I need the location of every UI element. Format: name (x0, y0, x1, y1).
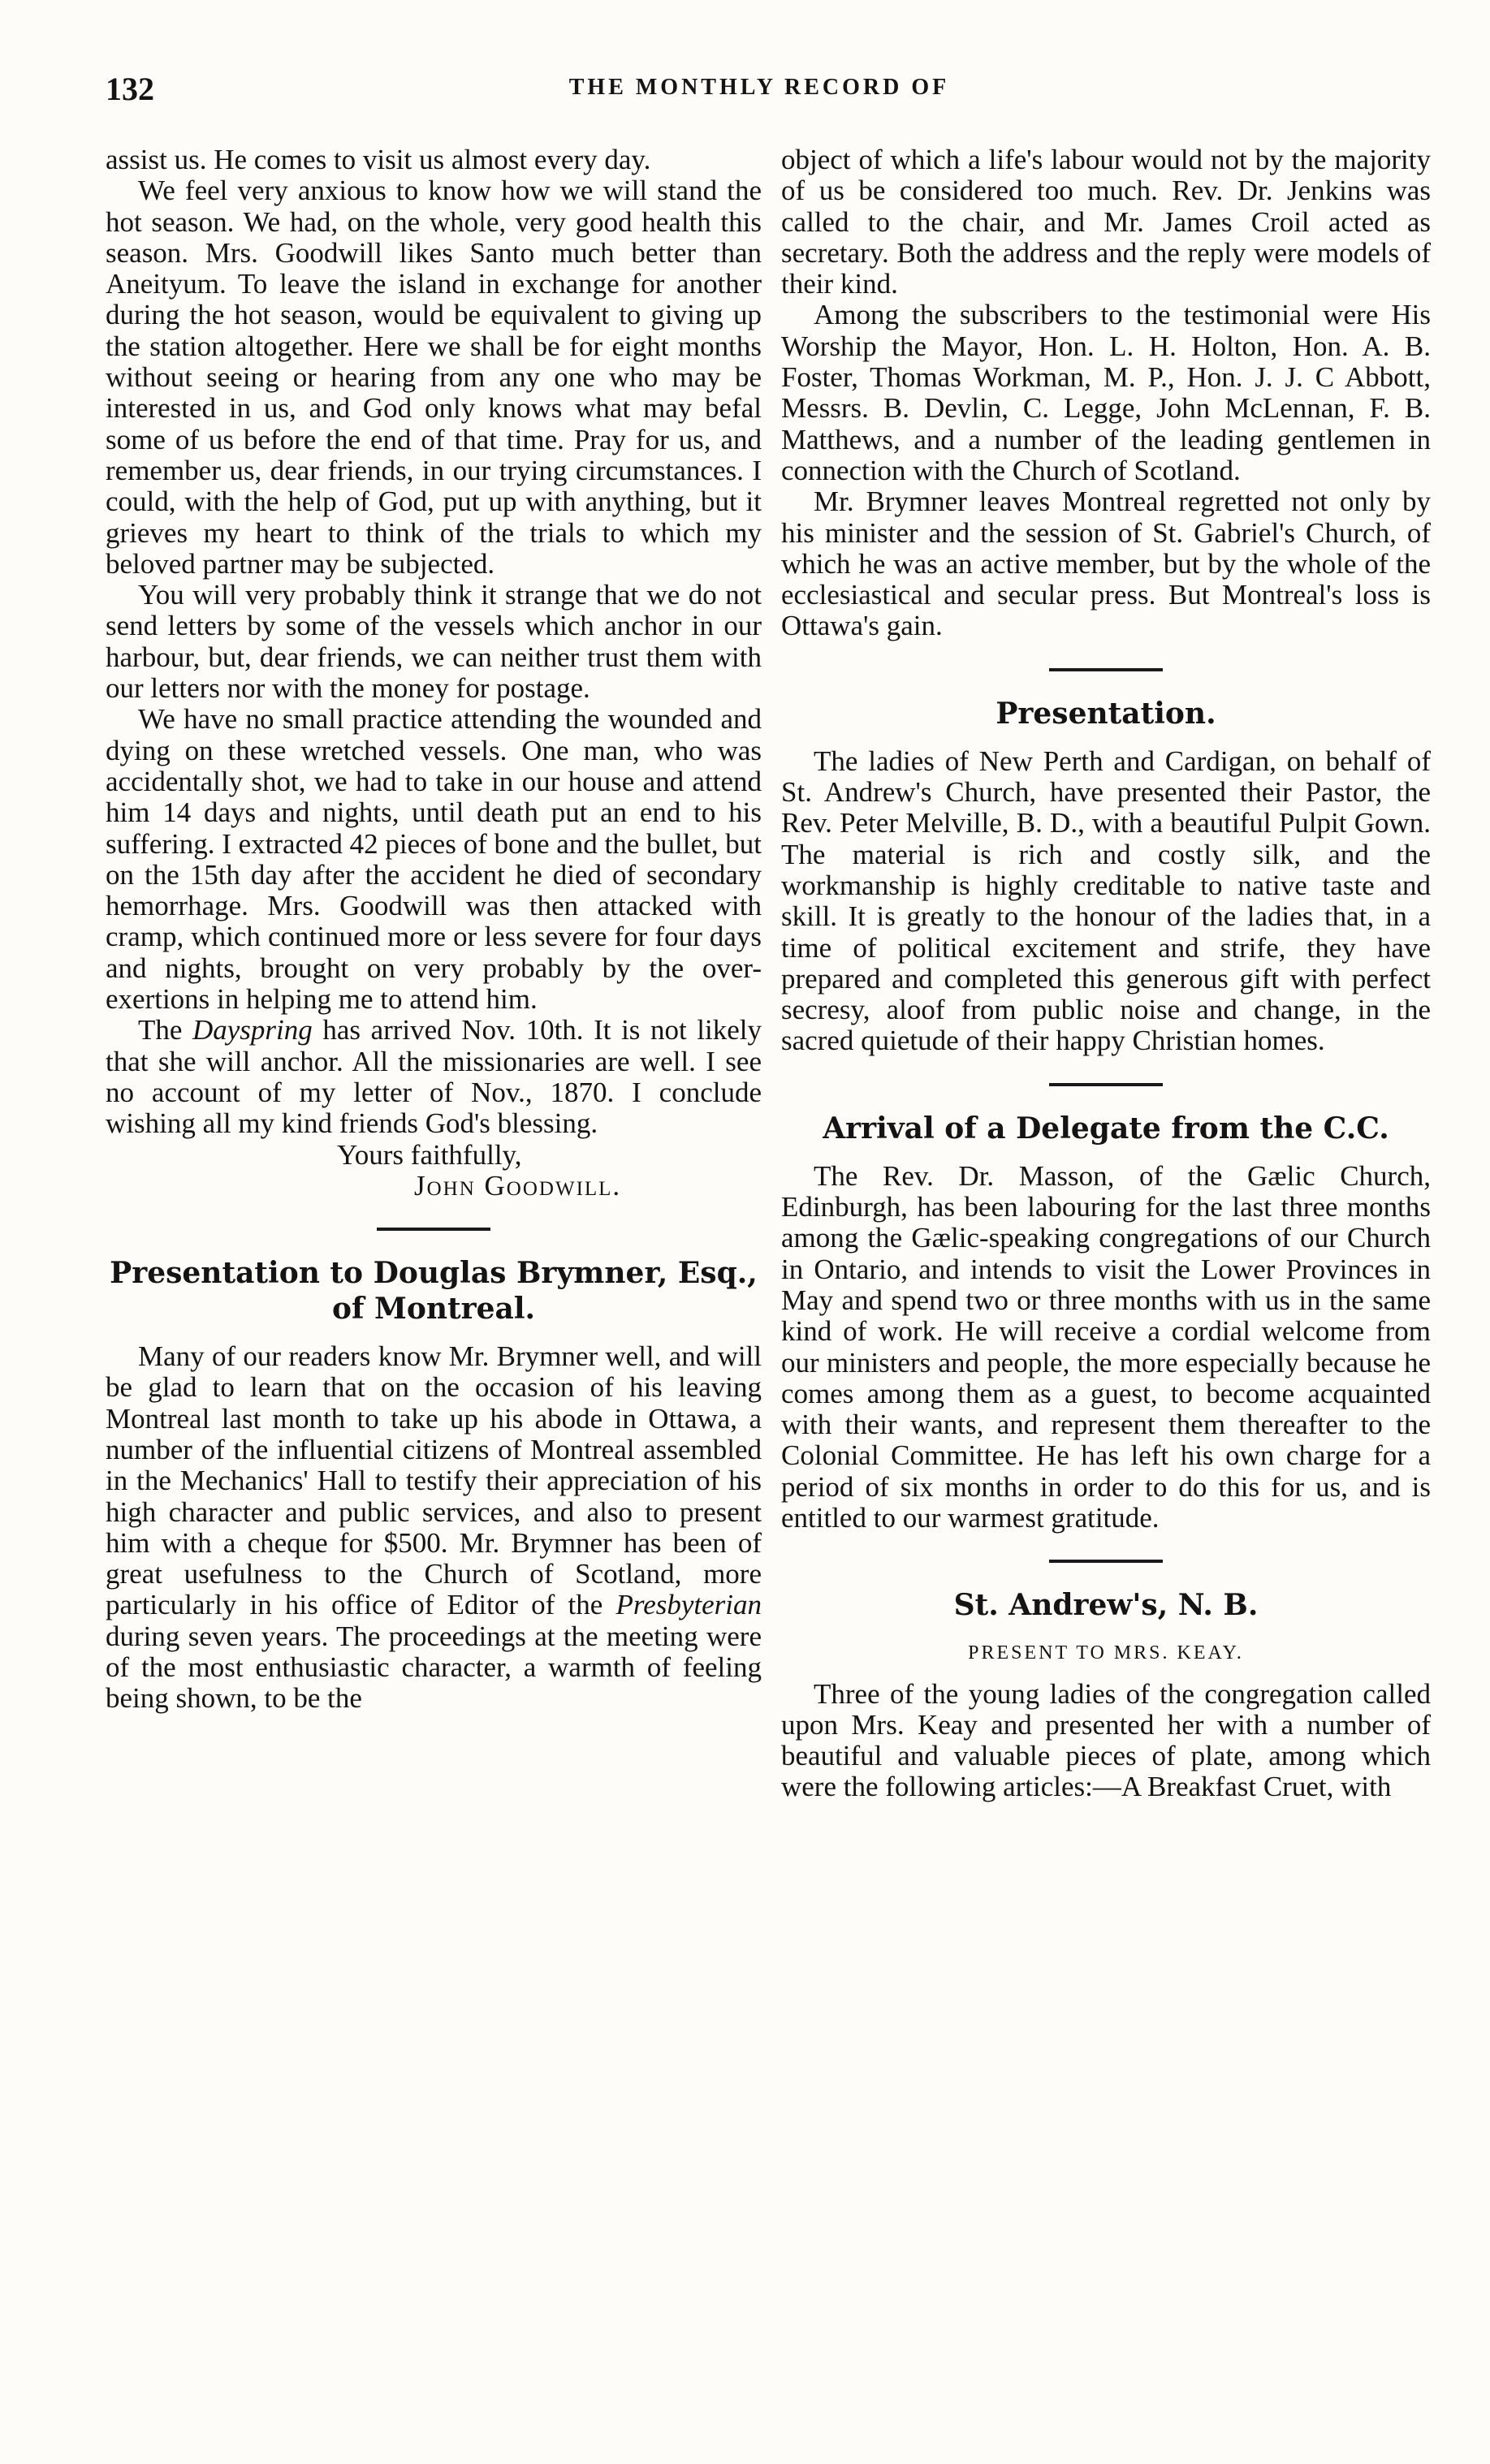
publication-name: Presbyterian (615, 1589, 762, 1621)
article-paragraph: Among the subscribers to the testimonial were His Worship the Mayor, Hon. L. H. Holton, Hon. A. B. Foster, Thomas Workman, M. P., Hon. J. J. C Abbott, Messrs. B. Devlin, C. Legge, John McLennan, F. B. Matthews, and a number of the leading gentlemen in connection with the Church of Scotland. (781, 299, 1431, 486)
section-divider (1049, 1560, 1163, 1563)
article-paragraph: Mr. Brymner leaves Montreal regretted not only by his minister and the session of St. Gabriel's Church, of which he was an active member, but by the whole of the ecclesiastical and secular press. But Montreal's loss is Ottawa's gain. (781, 485, 1431, 642)
article-paragraph: object of which a life's labour would not by the majority of us be considered too much. Rev. Dr. Jenkins was called to the chair, and Mr. James Croil acted as secretary. Both the address and the reply were models of their kind. (781, 144, 1431, 300)
letter-paragraph: assist us. He comes to visit us almost every day. (106, 144, 651, 175)
section-divider (1049, 1083, 1163, 1086)
closing-salutation: Yours faithfully, (337, 1138, 522, 1171)
page-number: 132 (106, 71, 154, 107)
article-subheading: PRESENT TO MRS. KEAY. (968, 1642, 1244, 1664)
goodwill-letter (106, 145, 762, 1202)
article-paragraph: The ladies of New Perth and Cardigan, on behalf of St. Andrew's Church, have presented their Pastor, the Rev. Peter Melville, B. D., with a beautiful Pulpit Gown. The material is rich and costly silk, and the workmanship is highly creditable to native taste and skill. It is greatly to the honour of the ladies that, in a time of political excitement and strife, they have prepared and completed this generous gift with perfect secresy, aloof from public noise and change, in the sacred quietude of their happy Christian homes. (781, 744, 1431, 1057)
st-andrews-article (781, 1587, 1431, 1802)
right-column (781, 145, 1431, 1803)
letter-paragraph: You will very probably think it strange that we do not send letters by some of the vessels which anchor in our harbour, but, dear friends, we can neither trust them with our letters nor with the money for postage. (106, 579, 762, 705)
ship-name: Dayspring (192, 1014, 313, 1046)
section-divider (1049, 668, 1163, 671)
article-heading: Arrival of a Delegate from the C.C. (823, 1111, 1389, 1146)
article-paragraph: Three of the young ladies of the congregation called upon Mrs. Keay and presented her with a number of beautiful and valuable pieces of plate, among which were the following articles:—A Breakfast Cruet, with (781, 1677, 1431, 1803)
article-heading: Presentation to Douglas Brymner, Esq., of Montreal. (110, 1256, 758, 1327)
signature: John Goodwill. (414, 1169, 622, 1202)
letter-paragraph: The Dayspring has arrived Nov. 10th. It is not likely that she will anchor. All the missionaries are well. I see no account of my letter of Nov., 1870. I conclude wishing all my kind friends God's blessing. (106, 1014, 762, 1140)
journal-title: THE MONTHLY RECORD OF (568, 75, 950, 100)
letter-paragraph: We feel very anxious to know how we will stand the hot season. We had, on the whole, very good health this season. Mrs. Goodwill likes Santo much better than Aneityum. To leave the island in exchange for another during the hot season, would be equivalent to giving up the station altogether. Here we shall be for eight months without seeing or hearing from any one who may be interested in us, and God only knows what may befal some of us before the end of that time. Pray for us, and remember us, dear friends, in our trying circumstances. I could, with the help of God, put up with anything, but it grieves my heart to think of the trials to which my beloved partner may be subjected. (106, 175, 762, 580)
pulpit-gown-article (781, 696, 1431, 1057)
article-paragraph: Many of our readers know Mr. Brymner well, and will be glad to learn that on the occasion of his leaving Montreal last month to take up his abode in Ottawa, a number of the influential citizens of Montreal assembled in the Mechanics' Hall to testify their appreciation of his high character and public services, and also to present him with a cheque for $500. Mr. Brymner has been of great usefulness to the Church of Scotland, more particularly in his office of Editor of the Presbyterian during seven years. The proceedings at the meeting were of the most enthusiastic character, a warmth of feeling being shown, to be the (106, 1340, 762, 1715)
section-divider (377, 1228, 490, 1231)
running-head (106, 70, 1413, 119)
letter-paragraph: We have no small practice attending the wounded and dying on these wretched vessels. One man, who was accidentally shot, we had to take in our house and attend him 14 days and nights, until death put an end to his suffering. I extracted 42 pieces of bone and the bullet, but on the 15th day after the accident he died of secondary hemorrhage. Mrs. Goodwill was then attacked with cramp, which continued more or less severe for four days and nights, brought on very probably by the over-exertions in helping me to attend him. (106, 703, 762, 1016)
brymner-article-continued (781, 145, 1431, 642)
delegate-article (781, 1111, 1431, 1534)
left-column (106, 145, 762, 1715)
letter-closing (106, 1140, 762, 1202)
article-heading: St. Andrew's, N. B. (953, 1588, 1259, 1623)
article-heading: Presentation. (995, 696, 1216, 731)
brymner-article (106, 1255, 762, 1715)
article-paragraph: The Rev. Dr. Masson, of the Gælic Church, Edinburgh, has been labouring for the last three months among the Gælic-speaking congregations of our Church in Ontario, and intends to visit the Lower Provinces in May and spend two or three months with us in the same kind of work. He will receive a cordial welcome from our ministers and people, the more especially because he comes among them as a guest, to become acquainted with their wants, and represent them thereafter to the Colonial Committee. He has left his own charge for a period of six months in order to do this for us, and is entitled to our warmest gratitude. (781, 1159, 1431, 1534)
